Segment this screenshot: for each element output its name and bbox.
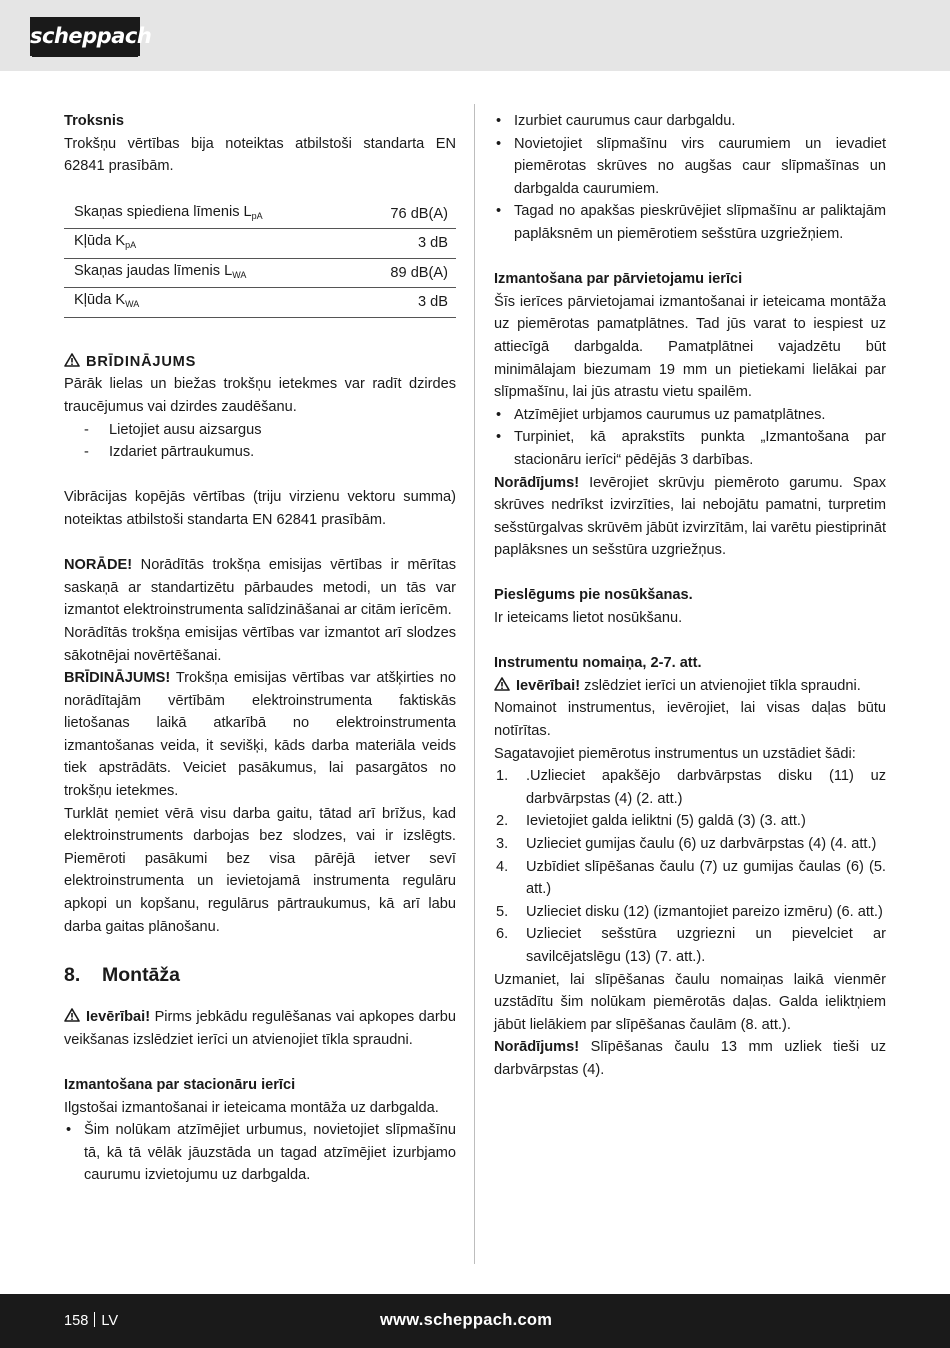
stationary-list-continued bbox=[494, 110, 886, 246]
list-item: 5. Uzlieciet disku (12) (izmantojiet pareizo izmēru) (6. att.) bbox=[496, 903, 883, 920]
language-code: LV bbox=[101, 1313, 119, 1329]
list-item: • Turpiniet, kā aprakstīts punkta „Izmantošana par stacionāru ierīci“ pēdējās 3 darbības. bbox=[494, 426, 886, 471]
spec-row: Kļūda $K_{pA}$ 3 dB bbox=[64, 229, 456, 259]
tool-attention: Ievērībai! zslēdziet ierīci un atvienojiet tīkla spraudni. bbox=[494, 675, 886, 698]
website-link[interactable]: www.scheppach.com bbox=[380, 1311, 553, 1329]
spec-value: 3 dB bbox=[417, 294, 448, 311]
spec-row: Kļūda $K_{WA}$ 3 dB bbox=[64, 288, 456, 318]
warning-list bbox=[64, 419, 456, 464]
right-column bbox=[494, 110, 886, 1082]
mobile-list bbox=[494, 404, 886, 472]
dust-title: Pieslēgums pie nosūkšanas. bbox=[494, 587, 693, 604]
tool-steps bbox=[494, 765, 886, 968]
header-bar bbox=[0, 0, 950, 71]
list-item: 6. Uzlieciet sešstūra uzgriezni un pievelciet ar savilcējatslēgu (13) (7. att.). bbox=[496, 926, 886, 965]
tool-text-3: Uzmaniet, lai slīpēšanas čaulu nomaiņas laikā vienmēr uzstādītu šim nolūkam piemērotās daļas. Galda ieliktņiem jābūt lielākiem par slīpēšanas čaulām (8. att.). bbox=[494, 971, 886, 1033]
mobile-note: Norādījums! Ievērojiet skrūvju piemēroto garumu. Spax skrūves nedrīkst izvirzīties, lai nebojātu pamatni, turpretim sešstūrgalvas skrūvēm jābūt izvirzītām, lai varētu piestiprināt paplāksnes un sešstūra uzgriežņus. bbox=[494, 474, 886, 559]
warning-triangle-icon bbox=[64, 1008, 80, 1022]
page-number: 158 bbox=[64, 1313, 89, 1329]
list-item: - Lietojiet ausu aizsargus bbox=[64, 419, 456, 442]
attention-paragraph: Ievērībai! Pirms jebkādu regulēšanas vai apkopes darbu veikšanas izslēdziet ierīci un atvienojiet tīkla spraudni. bbox=[64, 1009, 456, 1048]
spec-value: 89 dB(A) bbox=[390, 264, 448, 281]
list-item: 2. Ievietojiet galda ieliktni (5) galdā (3) (3. att.) bbox=[496, 813, 806, 830]
noise-text: Trokšņu vērtības bija noteiktas atbilstoši standarta EN 62841 prasībām. bbox=[64, 135, 456, 175]
list-item: • Izurbiet caurumus caur darbgaldu. bbox=[494, 110, 886, 133]
tool-title: Instrumentu nomaiņa, 2-7. att. bbox=[494, 655, 702, 672]
brand-logo: scheppach bbox=[30, 17, 140, 56]
warning2-paragraph-2: Turklāt ņemiet vērā visu darba gaitu, tātad arī brīžus, kad elektroinstruments darbojas bez slodzes, vai ir izslēgts. Piemēroti pasākumi bez visa pārējā ietver sevī elektroinstrumenta un ievietojamā instrumenta regulāru apkopi un kopšanu, regulārus pārtraukumus, kā arī labu darba gaitas plānošanu. bbox=[64, 805, 456, 935]
list-item: - Izdariet pārtraukumus. bbox=[64, 441, 456, 464]
spec-row: Skaņas spiediena līmenis $L_{pA}$ 76 dB(A) bbox=[64, 200, 456, 230]
list-item: 1. .Uzlieciet apakšējo darbvārpstas disku (11) uz darbvārpstas (4) (2. att.) bbox=[496, 768, 886, 807]
mobile-text: Šīs ierīces pārvietojamai izmantošanai ir ieteicama montāža uz piemērotas pamatplātnes. Tad jūs varat to iespiest uz attiecīgā darbgalda. Pamatplātnei vajadzētu būt minimālajam biezumam 19 mm un pietiekami lielākai par slīpmašīnu, lai jūs atrastu vietu spailēm. bbox=[494, 293, 886, 401]
column-divider bbox=[474, 104, 475, 1264]
mobile-title: Izmantošana par pārvietojamu ierīci bbox=[494, 271, 743, 288]
stationary-text: Ilgstošai izmantošanai ir ieteicama montāža uz darbgalda. bbox=[64, 1099, 439, 1116]
note-paragraph: NORĀDE! Norādītās trokšņa emisijas vērtības ir mērītas saskaņā ar standartizētu pārbaudes metodi, un tās var izmantot elektroinstrumenta salīdzināšanai ar citām ierīcēm. bbox=[64, 557, 456, 619]
list-item: 4. Uzbīdiet slīpēšanas čaulu (7) uz gumijas čaulas (6) (5. att.) bbox=[496, 858, 886, 898]
tool-text-1: Nomainot instrumentus, ievērojiet, lai visas daļas būtu notīrītas. bbox=[494, 700, 886, 740]
note-paragraph-2: Norādītās trokšņa emisijas vērtības var izmantot arī slodzes sākotnējai novērtēšanai. bbox=[64, 624, 456, 664]
logo-underline bbox=[32, 55, 138, 57]
noise-title: Troksnis bbox=[64, 113, 125, 129]
stationary-title: Izmantošana par stacionāru ierīci bbox=[64, 1077, 296, 1093]
list-item: • Novietojiet slīpmašīnu virs caurumiem un ievadiet piemērotas skrūves no augšas caur slīpmašīnas un darbgalda caurumiem. bbox=[494, 133, 886, 201]
warning-triangle-icon bbox=[64, 353, 80, 367]
section-heading: 8. Montāža bbox=[64, 964, 180, 987]
list-item: 3. Uzlieciet gumijas čaulu (6) uz darbvārpstas (4) (4. att.) bbox=[496, 836, 877, 852]
list-item: • Šim nolūkam atzīmējiet urbumus, novietojiet slīpmašīnu tā, kā tā vēlāk jāuzstāda un tagad atzīmējiet izurbjamo caurumu izvietojumu uz darbgalda. bbox=[64, 1119, 456, 1187]
stationary-list bbox=[64, 1119, 456, 1187]
warning-triangle-icon bbox=[494, 677, 510, 691]
spec-value: 76 dB(A) bbox=[390, 205, 448, 222]
warning-heading: BRĪDINĀJUMS bbox=[64, 351, 456, 374]
warning2-paragraph: BRĪDINĀJUMS! Trokšņa emisijas vērtības var atšķirties no norādītajām vērtībām elektroinstrumenta faktiskās lietošanas laikā atkarībā no elektroinstrumenta izmantošanas veida, it sevišķi, kāds darba materiāla veids tiek apstrādāts. Veiciet pasākumus, lai pasargātos no trokšņu ietekmes. bbox=[64, 670, 456, 800]
warning-text: Pārāk lielas un biežas trokšņu ietekmes var radīt dzirdes traucējumus vai dzirdes zaudēšanu. bbox=[64, 376, 456, 415]
tool-note: Norādījums! Slīpēšanas čaulu 13 mm uzliek tieši uz darbvārpstas (4). bbox=[494, 1039, 886, 1078]
footer-bar bbox=[0, 1294, 950, 1348]
noise-spec-table bbox=[64, 200, 456, 318]
list-item: • Atzīmējiet urbjamos caurumus uz pamatplātnes. bbox=[494, 404, 886, 427]
page-indicator bbox=[64, 1310, 118, 1332]
tool-text-2: Sagatavojiet piemērotus instrumentus un uzstādiet šādi: bbox=[494, 745, 856, 762]
list-item: • Tagad no apakšas pieskrūvējiet slīpmašīnu ar paliktajām paplāksnēm un piemērotiem sešstūra uzgriežņiem. bbox=[494, 200, 886, 245]
spec-value: 3 dB bbox=[417, 235, 448, 252]
dust-text: Ir ieteicams lietot nosūkšanu. bbox=[494, 610, 683, 627]
left-column bbox=[64, 110, 456, 1187]
vibration-text: Vibrācijas kopējās vērtības (triju virzienu vektoru summa) noteiktas atbilstoši standarta EN 62841 prasībām. bbox=[64, 489, 456, 528]
spec-row: Skaņas jaudas līmenis $L_{WA}$ 89 dB(A) bbox=[64, 259, 456, 289]
